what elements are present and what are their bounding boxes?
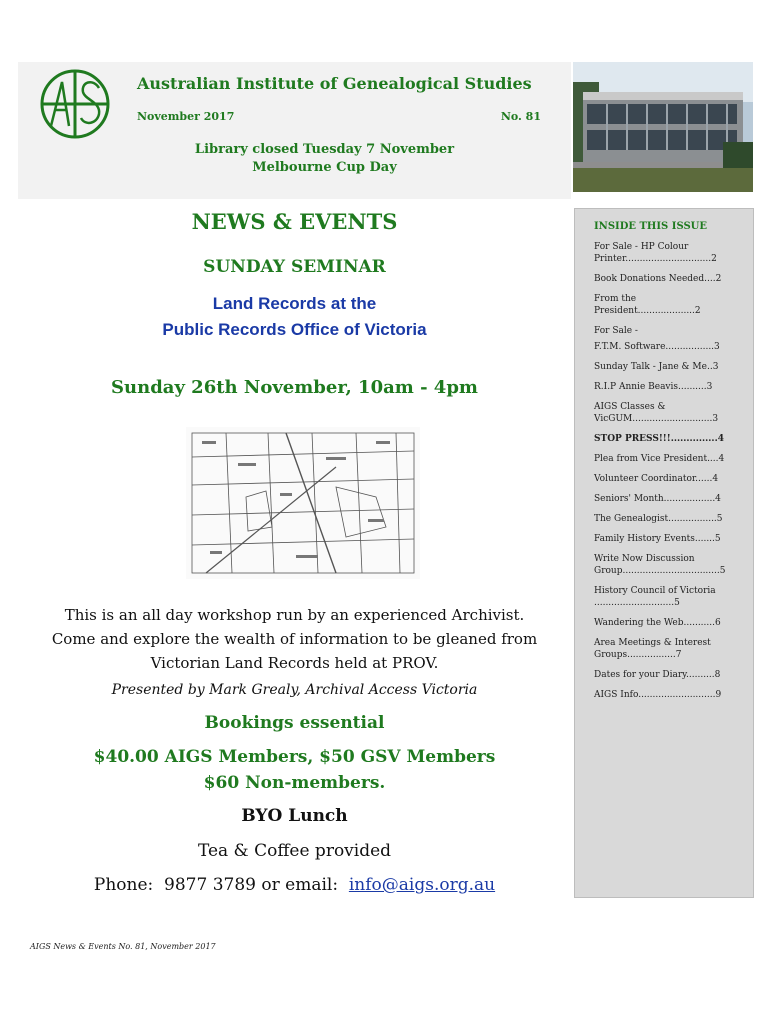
toc-item[interactable]: Write Now Discussion Group..................................5	[594, 554, 726, 576]
table-of-contents	[594, 241, 740, 709]
masthead	[18, 62, 571, 199]
toc-item[interactable]: Seniors' Month..................4	[594, 494, 721, 504]
description-line: Come and explore the wealth of information to be gleaned from	[51, 630, 538, 648]
toc-item[interactable]: Book Donations Needed....2	[594, 274, 722, 284]
toc-item[interactable]: R.I.P Annie Beavis..........3	[594, 382, 713, 392]
event-date-time: Sunday 26th November, 10am - 4pm	[111, 377, 478, 398]
section-heading: NEWS & EVENTS	[191, 209, 398, 234]
issue-number: No. 81	[500, 110, 541, 123]
seminar-heading: SUNDAY SEMINAR	[203, 257, 386, 277]
toc-item[interactable]: Sunday Talk - Jane & Me..3	[594, 362, 719, 372]
toc-item[interactable]: Family History Events.......5	[594, 534, 721, 544]
price-members: $40.00 AIGS Members, $50 GSV Members	[93, 747, 496, 767]
issue-date: November 2017	[137, 110, 235, 123]
toc-item[interactable]: Plea from Vice President....4	[594, 454, 725, 464]
description-line: Victorian Land Records held at PROV.	[150, 654, 439, 672]
seminar-topic	[18, 291, 571, 343]
toc-item[interactable]: The Genealogist.................5	[594, 514, 723, 524]
toc-item-stop-press[interactable]: STOP PRESS!!!...............4	[594, 434, 724, 444]
toc-item[interactable]: AIGS Info...........................9	[594, 690, 722, 700]
building-photo	[573, 62, 753, 192]
toc-item[interactable]: Dates for your Diary..........8	[594, 670, 721, 680]
toc-item[interactable]: Area Meetings & Interest Groups.................7	[594, 638, 711, 660]
library-closed-notice: Library closed Tuesday 7 November	[194, 142, 455, 157]
inside-this-issue-sidebar	[574, 208, 754, 898]
toc-item[interactable]: AIGS Classes & VicGUM............................3	[594, 402, 719, 424]
sidebar-title: INSIDE THIS ISSUE	[594, 221, 708, 232]
toc-item[interactable]: History Council of Victoria ............................5	[594, 586, 716, 608]
library-closed-reason: Melbourne Cup Day	[252, 160, 397, 175]
toc-item[interactable]: Wandering the Web...........6	[594, 618, 721, 628]
toc-item[interactable]: From the President....................2	[594, 294, 701, 316]
email-link[interactable]: info@aigs.org.au	[348, 875, 496, 895]
tea-coffee: Tea & Coffee provided	[197, 841, 392, 861]
byo-lunch: BYO Lunch	[241, 806, 348, 826]
event-description	[18, 603, 571, 675]
presenter: Presented by Mark Grealy, Archival Access Victoria	[111, 682, 478, 698]
toc-item[interactable]: Volunteer Coordinator......4	[594, 474, 719, 484]
contact-line	[18, 875, 571, 895]
org-name: Australian Institute of Genealogical Studies	[137, 74, 532, 93]
land-map-image	[186, 427, 420, 579]
aigs-logo-icon	[35, 68, 115, 140]
toc-item[interactable]: For Sale -	[594, 326, 638, 336]
price-non-members: $60 Non-members.	[203, 773, 386, 793]
bookings-note: Bookings essential	[204, 713, 385, 733]
toc-item[interactable]: For Sale - HP Colour Printer..............................2	[594, 242, 717, 264]
contact-phone: Phone: 9877 3789 or email:	[93, 875, 349, 895]
topic-line-2: Public Records Office of Victoria	[162, 320, 427, 339]
description-line: This is an all day workshop run by an experienced Archivist.	[64, 606, 525, 624]
toc-item[interactable]: F.T.M. Software.................3	[594, 342, 720, 352]
topic-line-1: Land Records at the	[212, 294, 377, 313]
page-footer: AIGS News & Events No. 81, November 2017	[30, 942, 216, 951]
